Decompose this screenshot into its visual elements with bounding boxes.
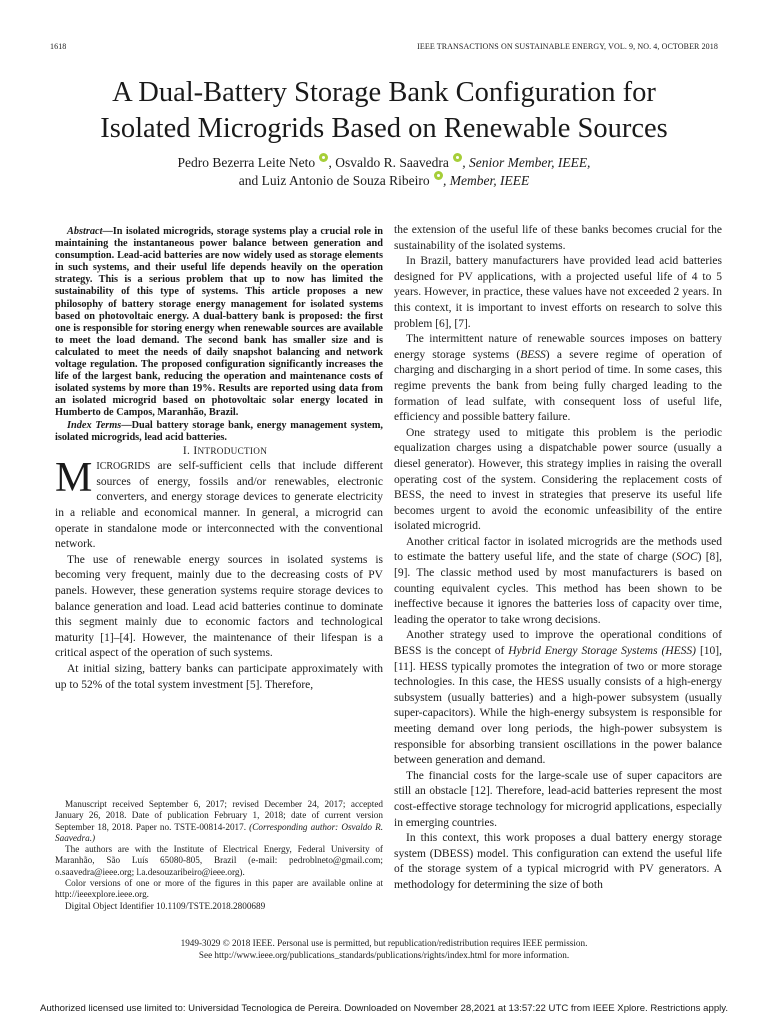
right-paragraph-8: In this context, this work proposes a dual battery energy storage system (DBESS) model. This configuration can extend the useful life of the storage system of a typical microgrid with PV generators. A methodology for determining the size of both [394, 832, 722, 891]
right-column [394, 223, 722, 894]
paper-title [40, 75, 728, 147]
drop-cap: M [55, 455, 93, 502]
right-paragraph-1: the extension of the useful life of these banks becomes crucial for the sustainability of the isolated systems. [394, 224, 722, 252]
section-heading: I. INTRODUCTION [182, 444, 268, 457]
author-2-role: , Senior Member, IEEE, [462, 155, 591, 170]
journal-name: IEEE TRANSACTIONS ON SUSTAINABLE ENERGY, VOL. 9, NO. 4, OCTOBER 2018 [417, 42, 718, 51]
index-terms-label: Index Terms [67, 419, 122, 431]
right-paragraph-2: In Brazil, battery manufacturers have provided lead acid batteries designed for PV applications, with a projected useful life of 4 to 5 years. However, in practice, these values have not exceeded 2 years. In this context, it is important to invest efforts on research to solve this problem [6], [7]. [394, 255, 722, 330]
copyright-notice [50, 938, 718, 961]
right-paragraph-5: Another critical factor in isolated microgrids are the methods used to estimate the battery useful life, and the state of charge (SOC) [8], [9]. The classic method used by most manufacturers is based on counting equivalent cycles. This method has been shown to be ineffective because it ignores the batteries loss of capacity over time, leading the operator to take wrong decisions. [394, 535, 722, 626]
abstract [55, 226, 383, 420]
copyright-line-1: 1949-3029 © 2018 IEEE. Personal use is permitted, but republication/redistribution requires IEEE permission. [180, 938, 588, 948]
first-page-footnote [55, 799, 383, 912]
footnote-manuscript: Manuscript received September 6, 2017; revised December 24, 2017; accepted January 26, 2018. Date of publication February 1, 2018; date of current version September 18, 2018. Paper no. TSTE-00814-2017. (Corresponding author: Osvaldo R. Saavedra.) [55, 799, 384, 843]
author-2: Osvaldo R. Saavedra [335, 155, 449, 170]
intro-paragraph-2: The use of renewable energy sources in isolated systems is becoming very frequent, mainly due to the decreasing costs of PV panels. However, these generation systems require storage devices to balance generation and load. Lead acid batteries continue to dominate this segment mainly due to economic factors and technological maturity [1]–[4]. However, the maintenance of their lifespan is a critical aspect of the operation of such systems. [55, 553, 383, 660]
license-watermark: Authorized licensed use limited to: Universidad Tecnologica de Pereira. Downloaded on November 28,2021 at 13:57:22 UTC from IEEE Xplore. Restrictions apply. [39, 1003, 729, 1014]
title-line-2: Isolated Microgrids Based on Renewable Sources [100, 113, 668, 144]
index-terms [55, 420, 383, 444]
orcid-icon[interactable] [453, 153, 462, 162]
author-separator: , [328, 155, 336, 170]
author-list [40, 153, 728, 189]
author-1: Pedro Bezerra Leite Neto [177, 155, 316, 170]
footnote-color: Color versions of one or more of the figures in this paper are available online at http://ieeexplore.ieee.org. [55, 878, 383, 900]
author-3-role: , Member, IEEE [443, 173, 530, 188]
right-paragraph-6: Another strategy used to improve the operational conditions of BESS is the concept of Hybrid Energy Storage Systems (HESS) [10], [11]. HESS typically promotes the integration of two or more storage technologies. In this case, the HESS usually consists of a high-energy subsystem (usually batteries) and a high-power subsystem (usually super-capacitors). While the high-energy subsystem is responsible for meeting demand over long periods, the high-power subsystem is responsible for absorbing transient oscillations in the power balance between generation and demand. [394, 629, 722, 767]
right-paragraph-4: One strategy used to mitigate this problem is the periodic equalization charges using a dispatchable power source (usually a diesel generator). However, this strategy implies in raising the overall operating cost of the system. Considering the replacement costs of BESS, the need to invest in strategies that preserve its useful life becomes urgent to avoid the economic unfeasibility of the entire isolated microgrid. [394, 426, 722, 533]
page-number: 1618 [50, 42, 67, 51]
right-paragraph-7: The financial costs for the large-scale use of super capacitors are still an obstacle [12]. Therefore, lead-acid batteries represent the most cost-effective storage technology for microgrid applications, especially in emerging countries. [394, 769, 722, 829]
footnote-doi: Digital Object Identifier 10.1109/TSTE.2018.2800689 [65, 900, 266, 911]
index-terms-text: —Dual battery storage bank, energy management system, isolated microgrids, lead acid batteries. [55, 419, 383, 443]
abstract-label: Abstract [67, 226, 103, 237]
copyright-line-2: See http://www.ieee.org/publications_standards/publications/rights/index.html for more information. [198, 949, 570, 960]
left-column [55, 226, 383, 693]
running-header [50, 42, 718, 54]
intro-paragraph-3: At initial sizing, battery banks can participate approximately with up to 52% of the total system investment [5]. Therefore, [55, 663, 383, 691]
intro-paragraph-1: MICROGRIDS are self-sufficient cells that include different sources of energy, fossils and/or renewables, electronic converters, and energy storage devices to generate electricity in a reliable and economical manner. In general, a microgrid can operate in standalone mode or interconnected with the conventional network. [55, 455, 383, 551]
right-paragraph-3: The intermittent nature of renewable sources imposes on battery energy storage systems (BESS) a severe regime of operation of charging and discharging in a short period of time. In some cases, this regime prevents the bank from being fully charged leading to the formation of lead sulfate, with consequent loss of useful life, efficiency and possible battery failure. [394, 333, 722, 424]
title-line-1: A Dual-Battery Storage Bank Configuration for [112, 77, 656, 108]
abstract-text: —In isolated microgrids, storage systems play a crucial role in maintaining the instantaneous power balance between generation and consumption. Lead-acid batteries are now widely used as storage elements in such systems, and their useful life depends heavily on the operation strategy. This is a serious problem that up to now has limited the sustainability of this type of systems. This article proposes a new philosophy of battery storage energy management for isolated systems based on photovoltaic energy. A dual-battery bank is proposed: the first one is responsible for storing energy when renewable sources are available to meet the load demand. The second bank has smaller size and is calculated to meet the needs of daily snapshot balancing and network voltage regulation. The proposed configuration significantly increases the life of the largest bank, reducing the operation and maintenance costs of isolated systems by more than 19%. Results are reported using data from an isolated microgrid based on photovoltaic solar energy located in Humberto de Campos, Maranhão, Brazil. [55, 226, 383, 419]
author-and: and [238, 173, 262, 188]
author-3: Luiz Antonio de Souza Ribeiro [261, 173, 430, 188]
orcid-icon[interactable] [434, 171, 443, 180]
footnote-affiliation: The authors are with the Institute of Electrical Energy, Federal University of Maranhão, São Luís 65080-805, Brazil (e-mail: pedroblneto@gmail.com; o.saavedra@ieee.org; l.a.desouzaribeiro@ieee.org). [55, 844, 383, 877]
